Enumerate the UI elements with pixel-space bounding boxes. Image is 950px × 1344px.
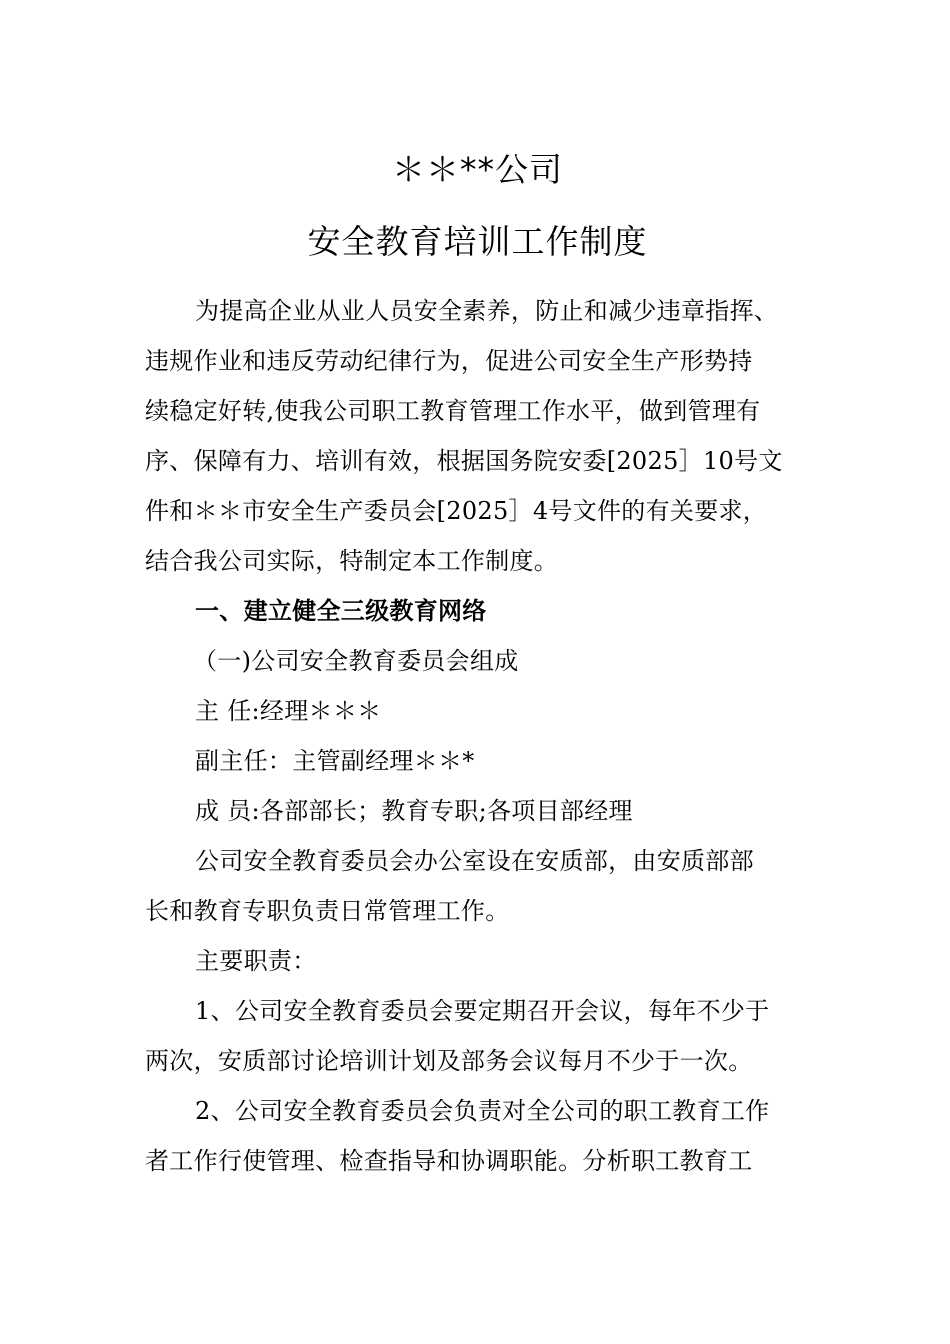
committee-members: 成 员:各部部长；教育专职;各项目部经理 [195, 797, 633, 825]
committee-director: 主 任:经理＊＊＊ [195, 697, 382, 725]
section-heading: 一、建立健全三级教育网络 [195, 597, 487, 625]
intro-paragraph-line: 为提高企业从业人员安全素养，防止和减少违章指挥、 [195, 297, 779, 325]
office-paragraph-line: 公司安全教育委员会办公室设在安质部，由安质部部 [195, 847, 754, 875]
document-title-company: ＊＊**公司 [392, 150, 563, 189]
committee-deputy-director: 副主任：主管副经理＊＊* [195, 747, 475, 775]
duty-item-line: 2、公司安全教育委员会负责对全公司的职工教育工作 [195, 1097, 770, 1125]
intro-paragraph-line: 件和＊＊市安全生产委员会[2025］4号文件的有关要求， [145, 497, 768, 525]
intro-paragraph-line: 结合我公司实际，特制定本工作制度。 [145, 547, 559, 575]
office-paragraph-line: 长和教育专职负责日常管理工作。 [145, 897, 510, 925]
intro-paragraph-line: 续稳定好转,使我公司职工教育管理工作水平，做到管理有 [145, 397, 761, 425]
intro-paragraph-line: 违规作业和违反劳动纪律行为，促进公司安全生产形势持 [145, 347, 753, 375]
duties-heading: 主要职责： [195, 947, 317, 975]
duty-item-line: 者工作行使管理、检查指导和协调职能。分析职工教育工 [145, 1147, 753, 1175]
duty-item-line: 1、公司安全教育委员会要定期召开会议，每年不少于 [195, 997, 770, 1025]
duty-item-line: 两次，安质部讨论培训计划及部务会议每月不少于一次。 [145, 1047, 753, 1075]
document-title: 安全教育培训工作制度 [307, 222, 648, 261]
subsection-heading: （一)公司安全教育委员会组成 [193, 647, 519, 675]
intro-paragraph-line: 序、保障有力、培训有效，根据国务院安委[2025］10号文 [145, 447, 783, 475]
document-page [145, 0, 810, 1344]
